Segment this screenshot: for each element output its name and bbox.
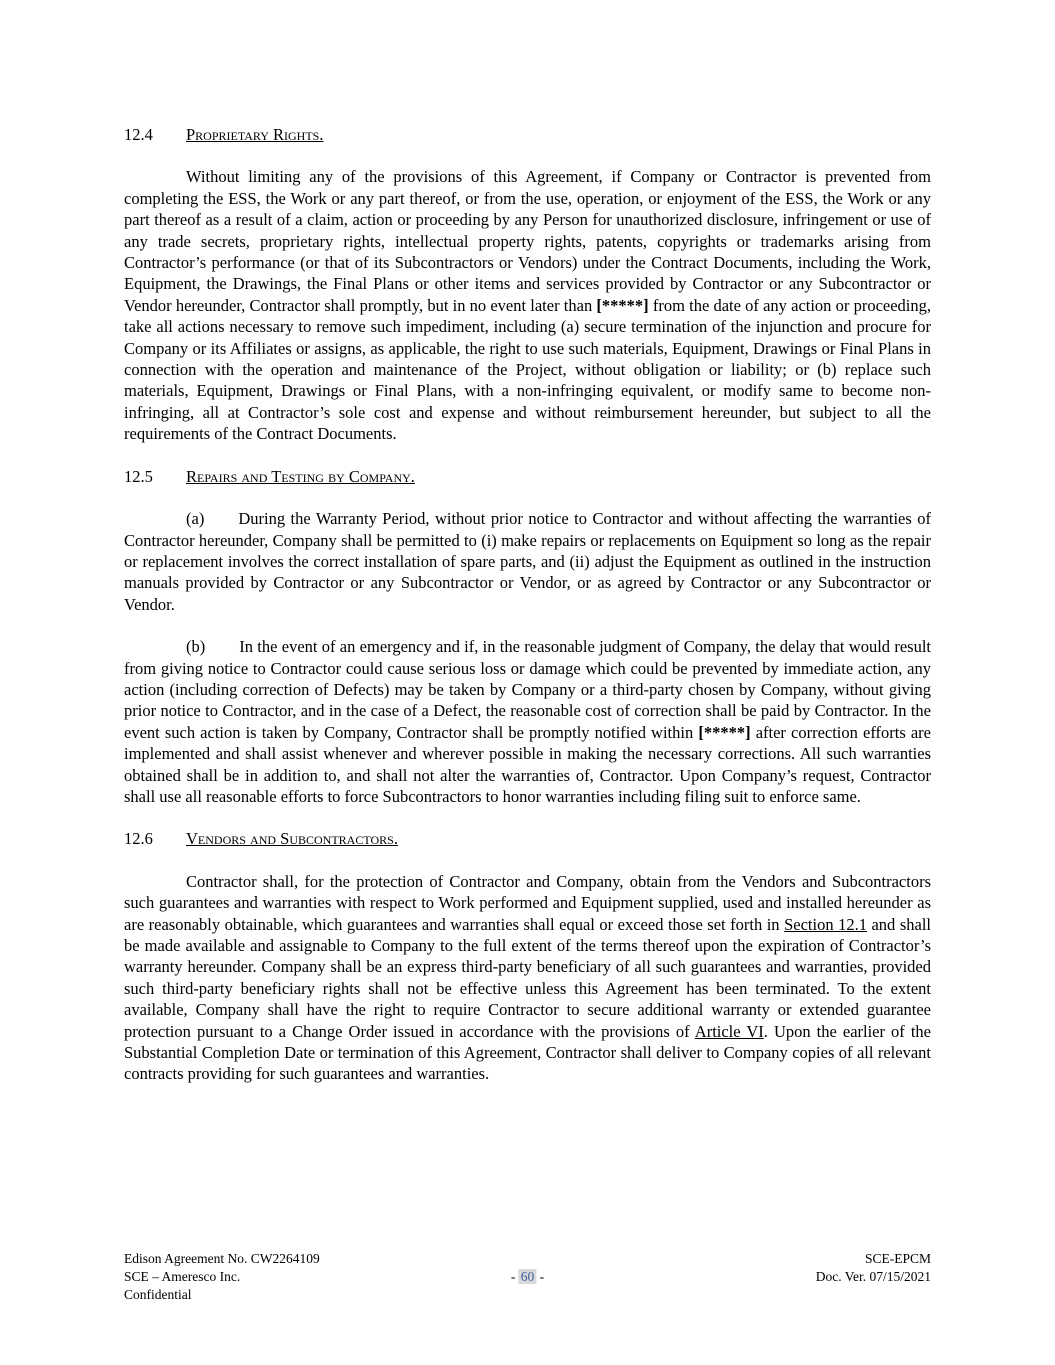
section-12-4-paragraph [124,166,931,444]
section-heading-12-5 [124,466,931,487]
page-number-field: 60 [520,1269,535,1284]
text-run: and shall be made available and assignable to Company to the full extent of the terms thereof upon the expiration of Contractor’s warranty hereunder. Company shall be an express third-party beneficiary of all such guarantees and warranties, provided such third-party beneficiary rights shall not be effective unless this Agreement has been terminated. To the extent available, Company shall have the right to require Contractor to secure additional warranty or extended guarantee protection pursuant to a Change Order issued in accordance with the provisions of [124,914,931,1041]
section-number: 12.6 [124,829,153,849]
page-number-suffix: - [536,1269,545,1284]
section-title: Proprietary Rights. [186,125,324,144]
text-run: [*****] [698,722,751,742]
footer-agreement-number: Edison Agreement No. CW2264109 [124,1251,320,1266]
footer-doc-version: Doc. Ver. 07/15/2021 [815,1269,931,1284]
text-run: . Upon the earlier of the Substantial Completion Date or termination of this Agreement, Contractor shall deliver to Company copies of all relevant contracts providing for such guarantees and warranties. [124,1021,931,1084]
section-number: 12.4 [124,125,153,144]
clause-label: (a) [186,509,205,529]
section-title: Repairs and Testing by Company. [186,466,415,486]
clause-label: (b) [186,637,206,657]
page-number-prefix: - [510,1269,519,1284]
footer-confidential-label: Confidential [124,1287,192,1302]
section-heading-12-6 [124,828,931,849]
text-run: During the Warranty Period, without prior notice to Contractor and without affecting the warranties of Contractor hereunder, Company shall be permitted to (i) make repairs or replacements on Equipment so long as the repair or replacement involves the correct installation of spare parts, and (ii) adjust the Equipment as outlined in the instruction manuals provided by Contractor or any Subcontractor or Vendor, or as agreed by Contractor or any Subcontractor or Vendor. [124,509,931,614]
clause-text [124,509,931,614]
clause-text [124,637,931,806]
section-12-5-clause-b [124,636,931,807]
section-title: Vendors and Subcontractors. [186,829,398,849]
footer-left-block [124,1250,320,1304]
page-number [511,1268,544,1286]
cross-reference-link[interactable]: Article VI [694,1021,764,1041]
text-run: Contractor shall, for the protection of Contractor and Company, obtain from the Vendors and Subcontractors such guarantees and warranties with respect to Work performed and Equipment supplied, used and installed hereunder as are reasonably obtainable, which guarantees and warranties shall equal or exceed those set forth in [124,871,931,934]
cross-reference-link[interactable]: Section 12.1 [784,914,867,934]
footer-right-block [816,1250,931,1286]
text-run: after correction efforts are implemented and shall assist whenever and wherever possible in making the necessary corrections. All such warranties obtained shall be in addition to, and shall not alter the warranties of, Contractor. Upon Company’s request, Contractor shall use all reasonable efforts to force Subcontractors to honor warranties including filing suit to enforce same. [124,722,931,806]
text-run: Without limiting any of the provisions of this Agreement, if Company or Contractor is prevented from completing the ESS, the Work or any part thereof, or from the use, operation, or enjoyment of the ESS, the Work or any part thereof as a result of a claim, action or proceeding by any Person for unauthorized disclosure, infringement or use of any trade secrets, proprietary rights, intellectual property rights, patents, copyrights or trademarks arising from Contractor’s performance (or that of its Subcontractors or Vendors) under the Contract Documents, including the Work, Equipment, the Drawings, the Final Plans or other items and services provided by Contractor or any Subcontractor or Vendor hereunder, Contractor shall promptly, but in no event later than [124,167,931,315]
footer-doc-type: SCE-EPCM [864,1251,931,1266]
section-heading-12-4 [124,124,931,145]
section-number: 12.5 [124,466,153,486]
section-12-6-paragraph [124,871,931,1085]
footer-parties: SCE – Ameresco Inc. [124,1269,241,1284]
text-run: In the event of an emergency and if, in the reasonable judgment of Company, the delay that would result from giving notice to Contractor could cause serious loss or damage which could be prevented by immediate action, any action (including correction of Defects) may be taken by Company or a third-party chosen by Company, without giving prior notice to Contractor, and in the case of a Defect, the reasonable cost of correction shall be paid by Contractor. In the event such action is taken by Company, Contractor shall be promptly notified within [124,637,931,742]
document-content [124,124,931,1106]
text-run: [*****] [596,295,649,315]
section-12-5-clause-a [124,508,931,615]
text-run: from the date of any action or proceeding, take all actions necessary to remove such impediment, including (a) secure termination of the injunction and procure for Company or its Affiliates or assigns, as applicable, the right to use such materials, Equipment, Drawings or Final Plans in connection with the operation and maintenance of the Project, without obligation or liability; or (b) replace such materials, Equipment, Drawings or Final Plans, with a non-infringing equivalent, or modify same to become non-infringing, all at Contractor’s sole cost and expense and without reimbursement hereunder, but subject to all the requirements of the Contract Documents. [124,295,932,444]
